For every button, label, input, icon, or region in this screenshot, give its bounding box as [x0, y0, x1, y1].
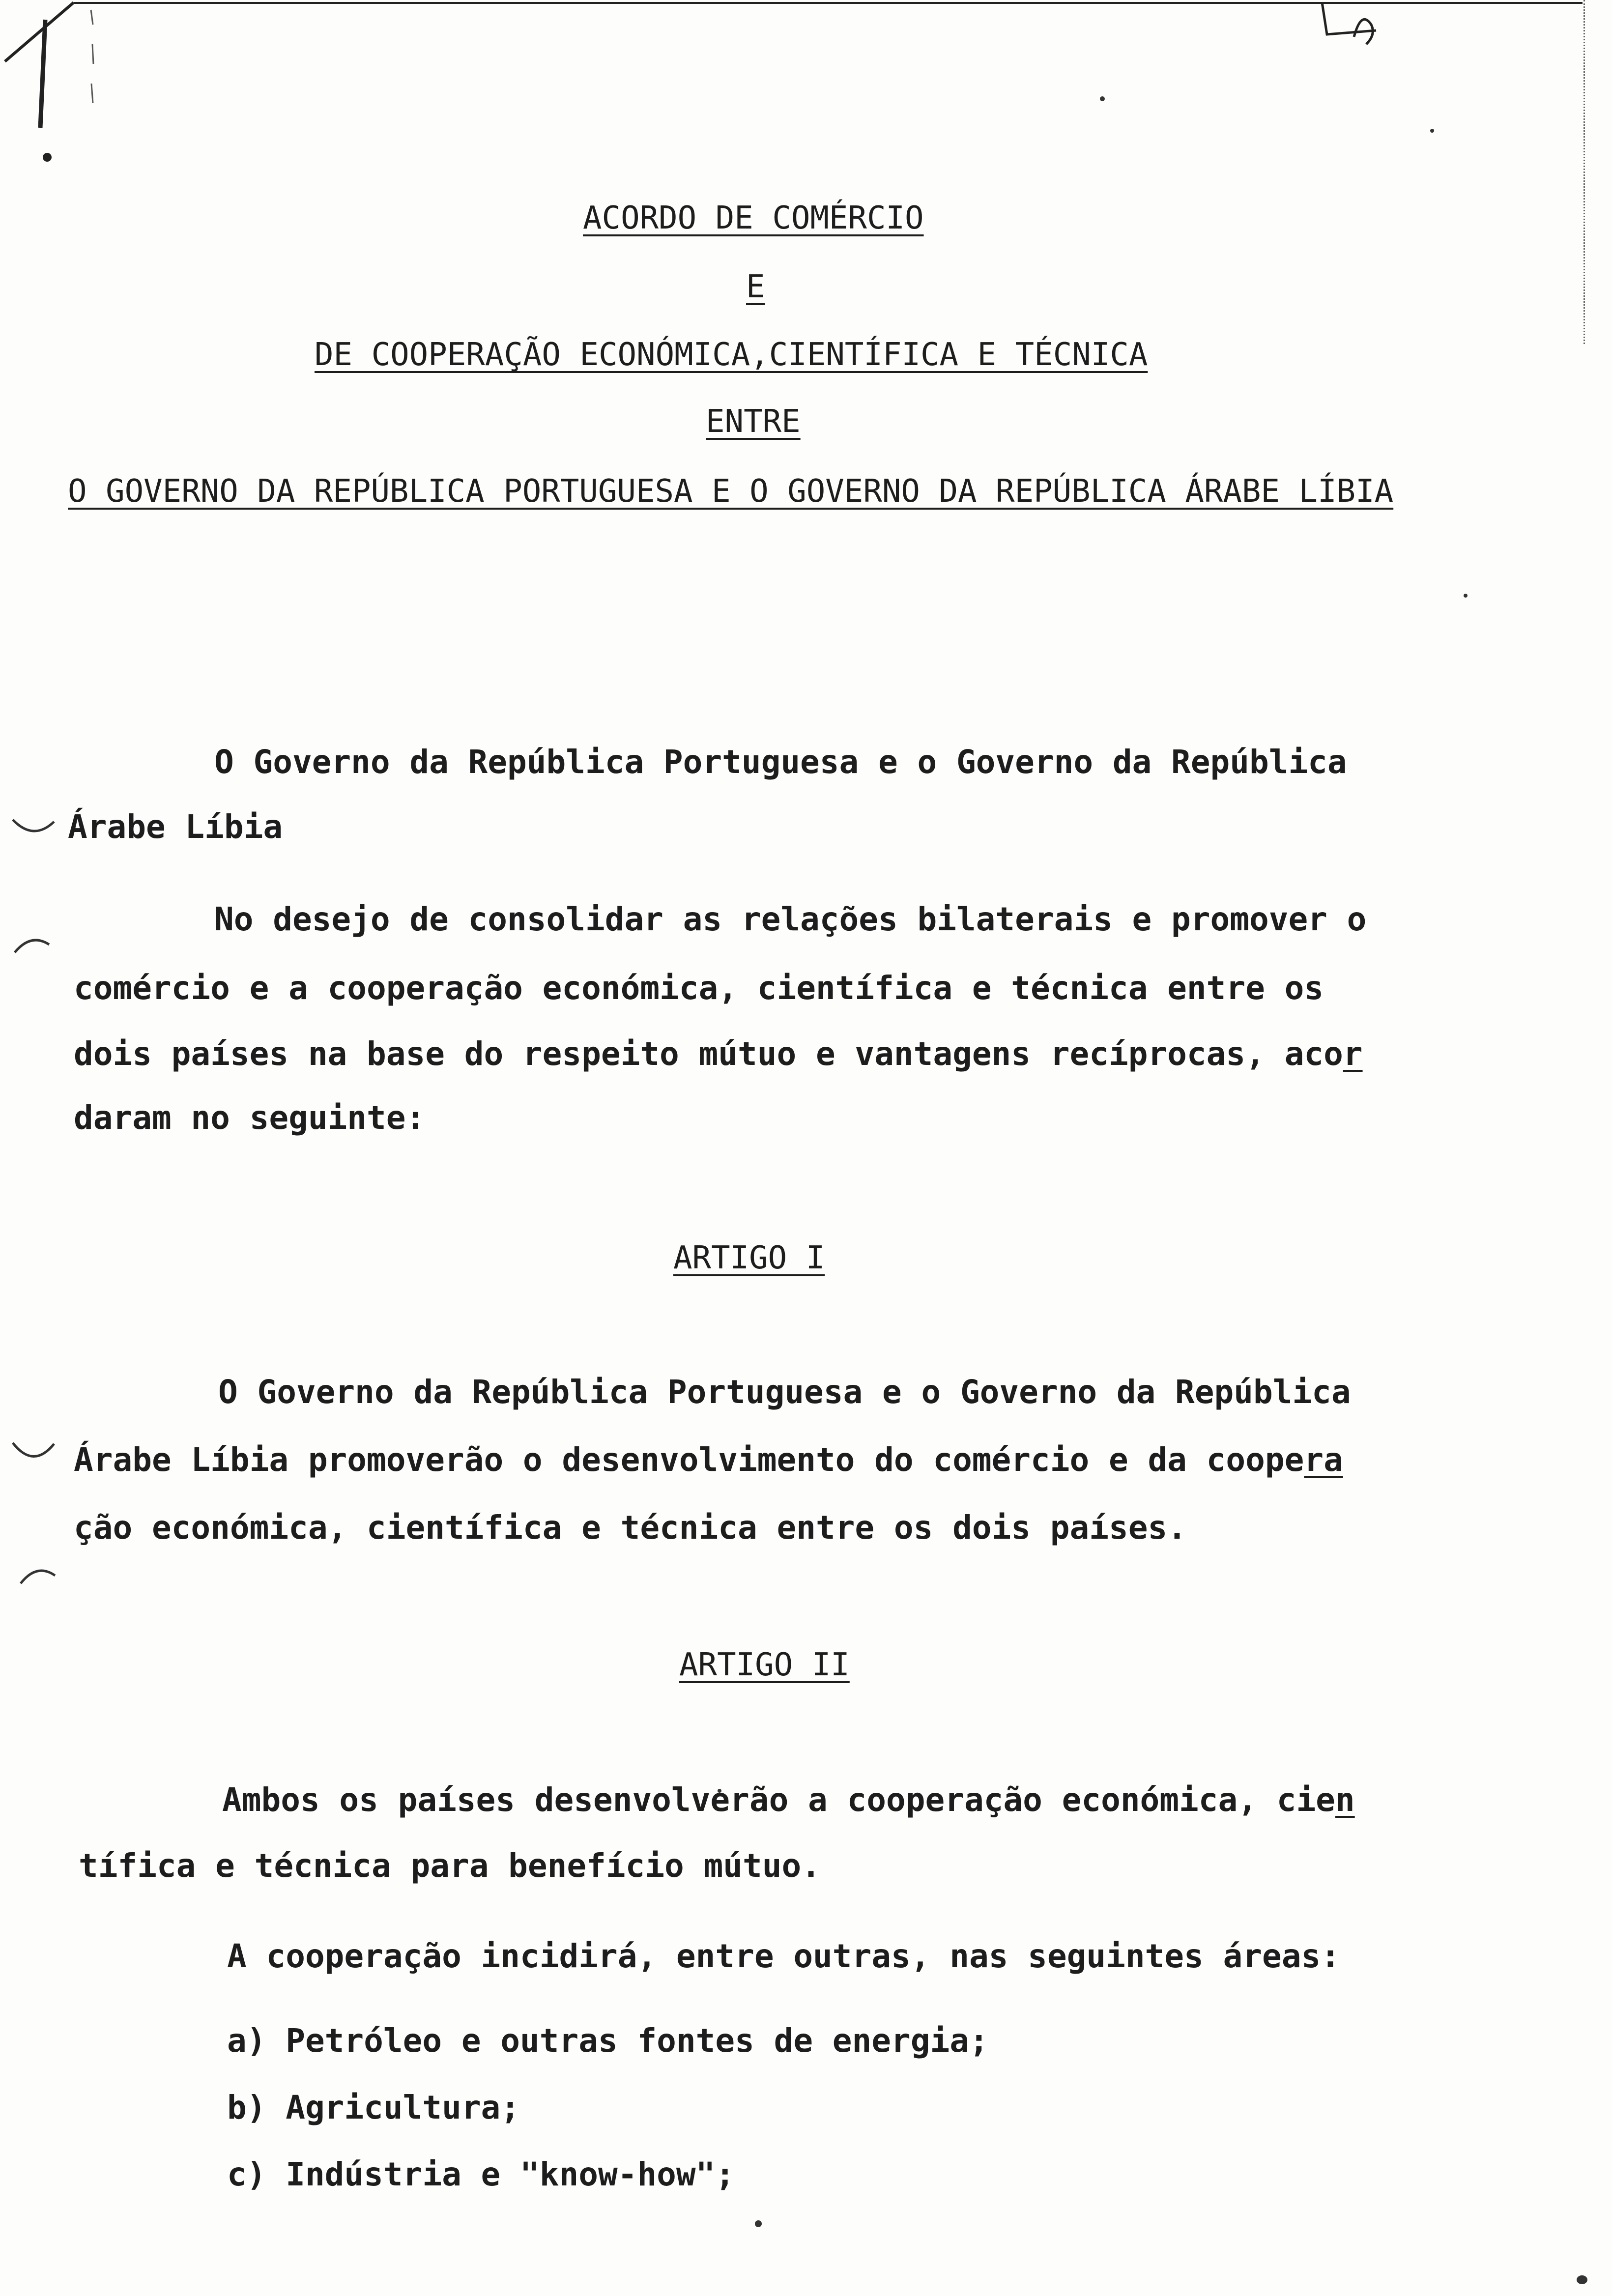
right-edge-perforation [1583, 0, 1586, 344]
binder-hole-mark [9, 929, 58, 968]
list-item-c: c) Indústria e "know-how"; [227, 2155, 735, 2193]
article-1-heading: ARTIGO I [673, 1240, 825, 1276]
article-2-line-3: A cooperação incidirá, entre outras, nas seguintes áreas: [227, 1937, 1340, 1975]
article-2-line-1-text: Ambos os países desenvolverão a cooperação económica, cie [222, 1781, 1335, 1819]
article-2-line-2: tífica e técnica para benefício mútuo. [79, 1847, 821, 1885]
list-item-b: b) Agricultura; [227, 2089, 520, 2126]
preamble-paragraph-1-line-1: O Governo da República Portuguesa e o Governo da República [214, 743, 1347, 781]
title-line-2: E [746, 269, 765, 305]
preamble-paragraph-2-line-3 [74, 1035, 1363, 1073]
ink-speck [755, 2220, 762, 2227]
ink-speck [1430, 129, 1434, 133]
article-1-line-2-hyphen-letters: ra [1304, 1441, 1343, 1479]
preamble-paragraph-2-line-4: daram no seguinte: [74, 1099, 426, 1137]
preamble-line-3-hyphen-letter: r [1343, 1035, 1363, 1073]
preamble-paragraph-1-line-2: Árabe Líbia [68, 808, 283, 846]
title-line-1: ACORDO DE COMÉRCIO [583, 200, 924, 236]
ink-speck [1100, 96, 1105, 101]
article-1-line-2 [74, 1441, 1343, 1479]
handwritten-corner-mark [0, 0, 113, 167]
ink-speck [1577, 2275, 1587, 2284]
title-line-5: O GOVERNO DA REPÚBLICA PORTUGUESA E O GOVERNO DA REPÚBLICA ÁRABE LÍBIA [68, 473, 1394, 510]
preamble-paragraph-2-line-1: No desejo de consolidar as relações bilaterais e promover o [214, 900, 1367, 938]
article-2-line-1-hyphen-letter: n [1335, 1781, 1355, 1819]
binder-hole-mark [9, 811, 58, 850]
article-1-line-1: O Governo da República Portuguesa e o Governo da República [218, 1373, 1351, 1411]
ink-speck [1464, 594, 1468, 598]
handwritten-page-number [1307, 0, 1396, 59]
preamble-paragraph-2-line-2: comércio e a cooperação económica, científica e técnica entre os [74, 969, 1324, 1007]
binder-hole-mark [9, 1430, 58, 1474]
list-item-a: a) Petróleo e outras fontes de energia; [227, 2022, 989, 2060]
title-line-4: ENTRE [706, 403, 801, 440]
binder-hole-mark [15, 1558, 64, 1597]
article-2-line-1 [222, 1781, 1355, 1819]
article-2-heading: ARTIGO II [679, 1647, 850, 1683]
article-1-line-3: ção económica, científica e técnica entre os dois países. [74, 1509, 1187, 1547]
article-1-line-2-text: Árabe Líbia promoverão o desenvolvimento do comércio e da coope [74, 1441, 1304, 1479]
preamble-line-3-text: dois países na base do respeito mútuo e vantagens recíprocas, aco [74, 1035, 1343, 1073]
title-line-3: DE COOPERAÇÃO ECONÓMICA,CIENTÍFICA E TÉCNICA [315, 337, 1148, 373]
